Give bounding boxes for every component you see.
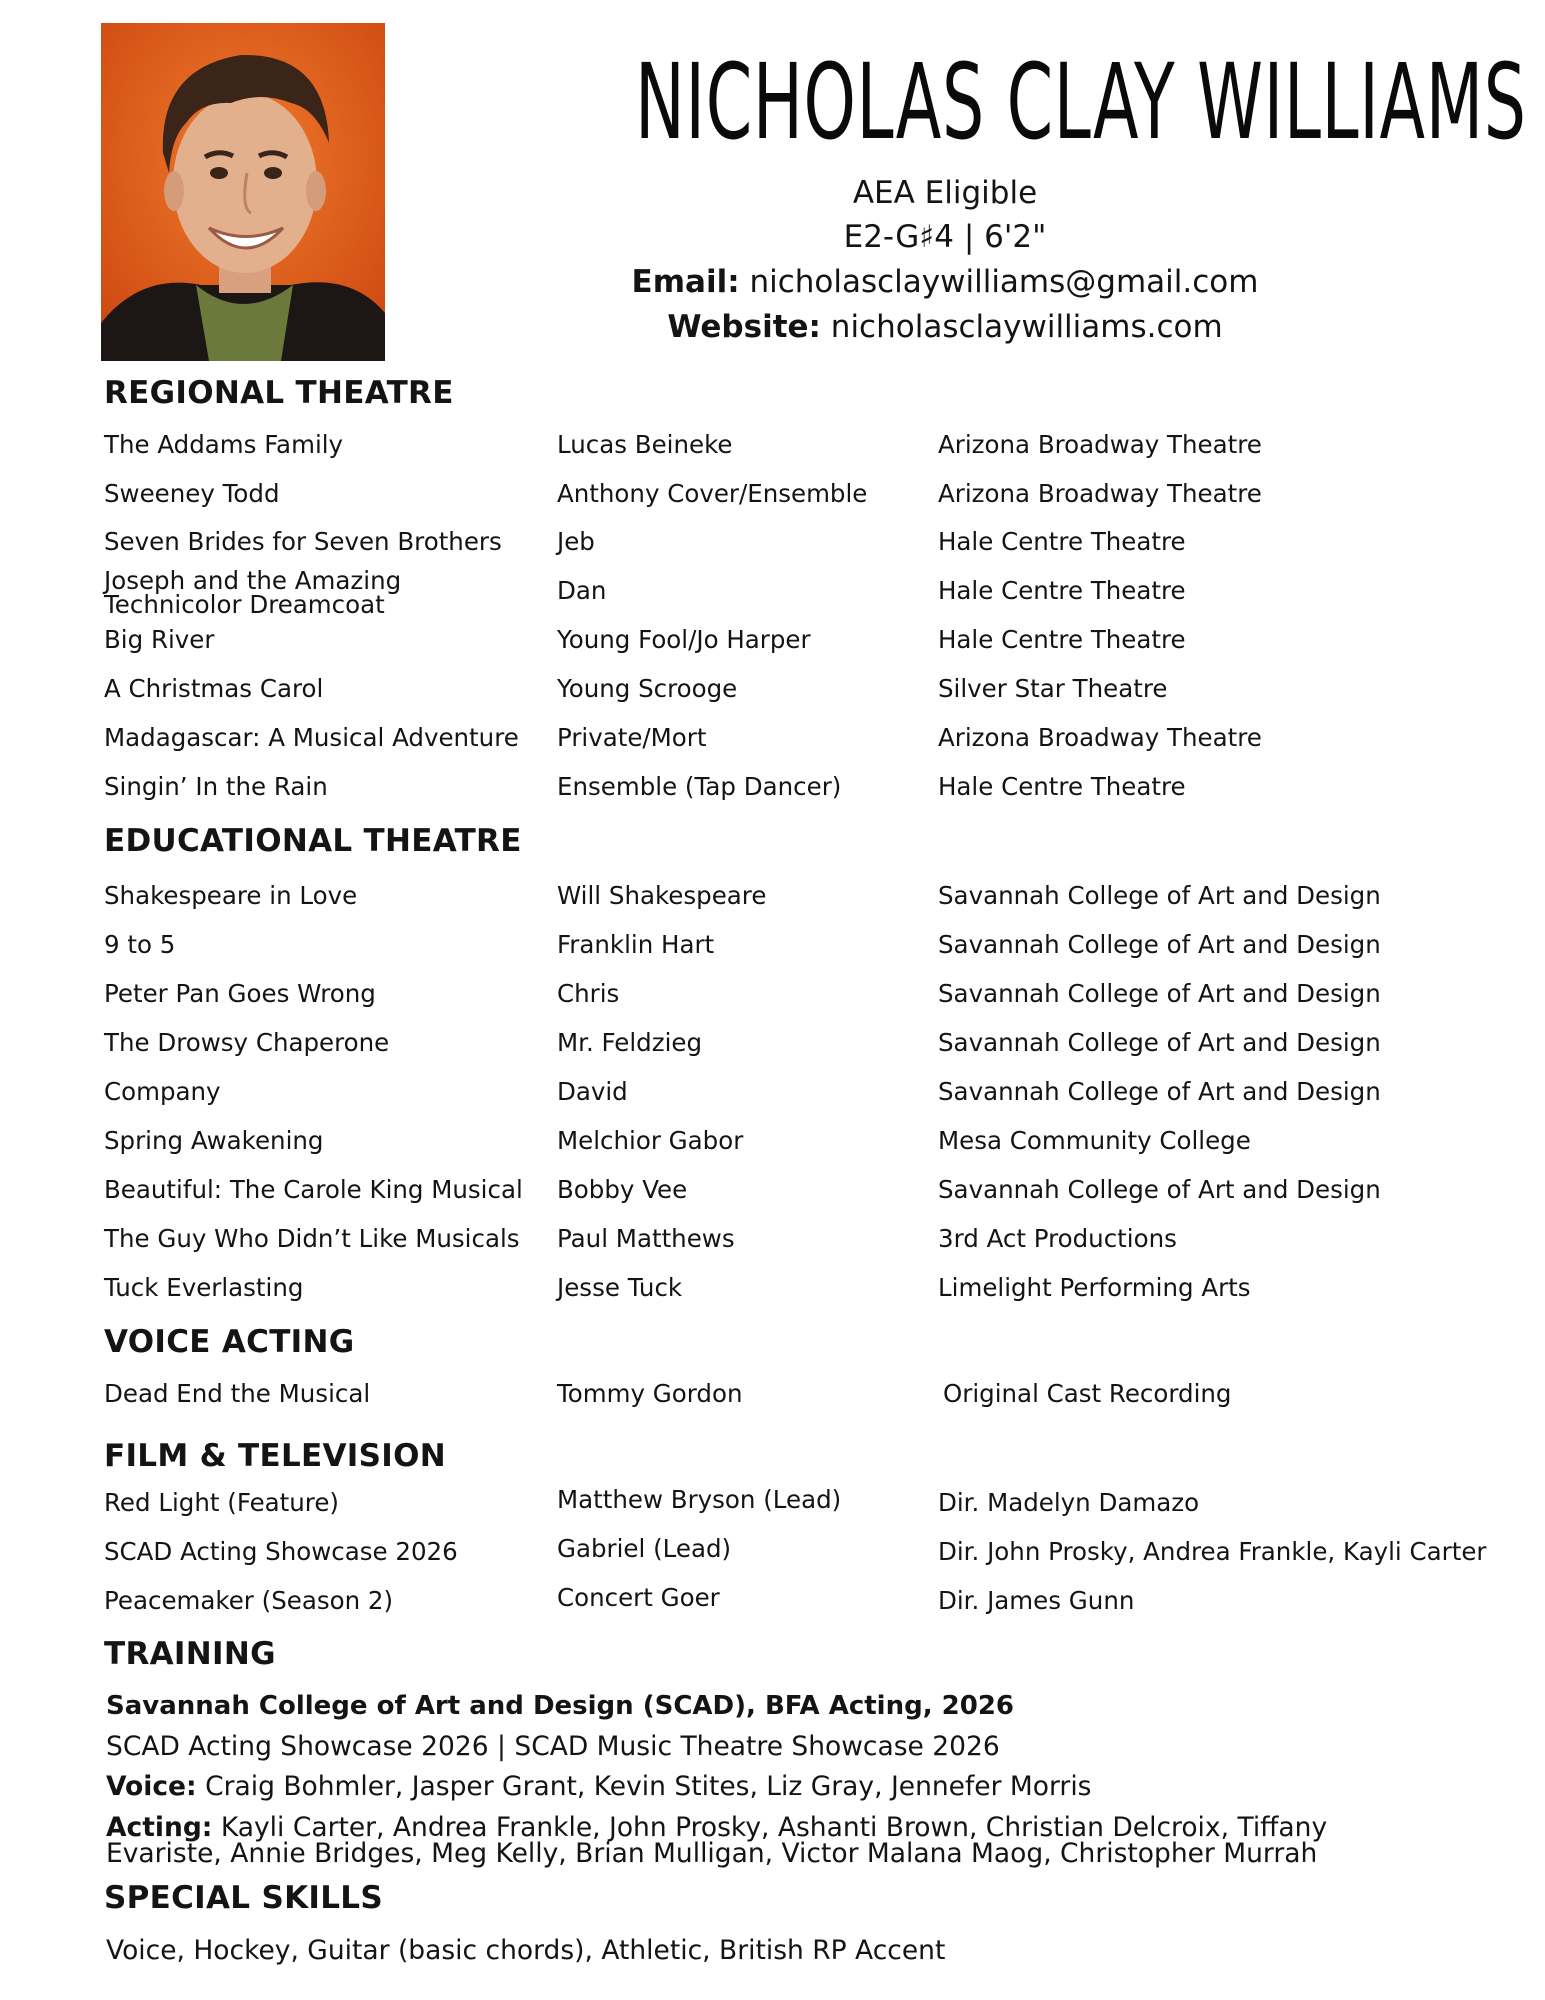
show-title: Sweeney Todd <box>104 479 280 508</box>
company: Original Cast Recording <box>943 1379 1232 1408</box>
company: 3rd Act Productions <box>938 1224 1177 1253</box>
show-title: Peter Pan Goes Wrong <box>104 979 376 1008</box>
website-label: Website: <box>667 309 821 345</box>
credit-row <box>0 1026 1545 1060</box>
role: Chris <box>557 979 620 1008</box>
show-title: Singin’ In the Rain <box>104 772 328 801</box>
credit-row <box>0 477 1545 511</box>
section-title-voice-acting: VOICE ACTING <box>104 1324 355 1360</box>
show-title: The Guy Who Didn’t Like Musicals <box>104 1224 520 1253</box>
show-title: Peacemaker (Season 2) <box>104 1586 394 1615</box>
show-title: Big River <box>104 625 215 654</box>
show-title: Spring Awakening <box>104 1126 324 1155</box>
section-title-training: TRAINING <box>104 1636 276 1672</box>
email-label: Email: <box>631 264 740 300</box>
credit-row <box>0 1271 1545 1305</box>
credit-row <box>0 1535 1545 1569</box>
role: Gabriel (Lead) <box>557 1534 732 1563</box>
credit-row <box>0 928 1545 962</box>
show-title: SCAD Acting Showcase 2026 <box>104 1537 458 1566</box>
show-title: Beautiful: The Carole King Musical <box>104 1175 523 1204</box>
role: Young Fool/Jo Harper <box>557 625 811 654</box>
company: Arizona Broadway Theatre <box>938 723 1262 752</box>
show-title: Red Light (Feature) <box>104 1488 339 1517</box>
credit-row <box>0 623 1545 657</box>
credit-row <box>0 721 1545 755</box>
credit-row <box>0 566 1545 619</box>
section-title-special-skills: SPECIAL SKILLS <box>104 1880 383 1916</box>
show-title: A Christmas Carol <box>104 674 324 703</box>
acting-teachers: Kayli Carter, Andrea Frankle, John Prosky, Ashanti Brown, Christian Delcroix, Tiffany Evariste, Annie Bridges, Meg Kelly, Brian Mulligan, Victor Malana Maog, Christopher Murrah <box>106 1812 1328 1869</box>
training-showcases: SCAD Acting Showcase 2026 | SCAD Music Theatre Showcase 2026 <box>106 1731 1000 1762</box>
show-title: Company <box>104 1077 221 1106</box>
section-title-film-tv: FILM & TELEVISION <box>104 1438 446 1474</box>
credit-row <box>0 1222 1545 1256</box>
company: Silver Star Theatre <box>938 674 1168 703</box>
show-title: The Drowsy Chaperone <box>104 1028 390 1057</box>
role: Jeb <box>557 527 595 556</box>
credit-row <box>0 525 1545 559</box>
credit-row <box>0 1377 1545 1411</box>
website-line <box>555 307 1335 347</box>
section-title-regional: REGIONAL THEATRE <box>104 375 454 411</box>
show-title: The Addams Family <box>104 430 344 459</box>
show-title: Dead End the Musical <box>104 1379 371 1408</box>
company: Arizona Broadway Theatre <box>938 479 1262 508</box>
credit-row <box>0 770 1545 804</box>
director: Dir. James Gunn <box>938 1586 1135 1615</box>
acting-label: Acting: <box>106 1812 213 1843</box>
company: Mesa Community College <box>938 1126 1251 1155</box>
show-title: 9 to 5 <box>104 930 176 959</box>
training-school: Savannah College of Art and Design (SCAD), BFA Acting, 2026 <box>106 1691 1014 1721</box>
special-skills-list: Voice, Hockey, Guitar (basic chords), Athletic, British RP Accent <box>106 1935 946 1966</box>
company: Hale Centre Theatre <box>938 527 1186 556</box>
credit-row <box>0 977 1545 1011</box>
role: Dan <box>557 576 607 605</box>
director: Dir. John Prosky, Andrea Frankle, Kayli Carter <box>938 1537 1487 1566</box>
website-url[interactable]: nicholasclaywilliams.com <box>830 309 1223 345</box>
role: Private/Mort <box>557 723 707 752</box>
company: Hale Centre Theatre <box>938 576 1186 605</box>
credit-row <box>0 1075 1545 1109</box>
credit-row <box>0 1584 1545 1618</box>
credit-row <box>0 428 1545 462</box>
role: Lucas Beineke <box>557 430 733 459</box>
credit-row <box>0 1486 1545 1520</box>
show-title: Shakespeare in Love <box>104 881 358 910</box>
role: Mr. Feldzieg <box>557 1028 703 1057</box>
director: Dir. Madelyn Damazo <box>938 1488 1200 1517</box>
section-title-educational: EDUCATIONAL THEATRE <box>104 823 522 859</box>
role: Anthony Cover/Ensemble <box>557 479 868 508</box>
company: Savannah College of Art and Design <box>938 1077 1381 1106</box>
voice-label: Voice: <box>106 1771 197 1802</box>
role: Franklin Hart <box>557 930 715 959</box>
role: Will Shakespeare <box>557 881 767 910</box>
company: Savannah College of Art and Design <box>938 1175 1381 1204</box>
role: Ensemble (Tap Dancer) <box>557 772 842 801</box>
company: Savannah College of Art and Design <box>938 930 1381 959</box>
company: Arizona Broadway Theatre <box>938 430 1262 459</box>
company: Hale Centre Theatre <box>938 772 1186 801</box>
credit-row <box>0 672 1545 706</box>
show-title: Madagascar: A Musical Adventure <box>104 723 519 752</box>
company: Limelight Performing Arts <box>938 1273 1251 1302</box>
role: Tommy Gordon <box>557 1379 743 1408</box>
role: Young Scrooge <box>557 674 738 703</box>
show-title: Joseph and the Amazing Technicolor Dreamcoat <box>104 566 402 619</box>
email-line <box>555 262 1335 302</box>
union-status: AEA Eligible <box>852 175 1038 211</box>
vocal-range-height: E2-G♯4 | 6'2" <box>843 219 1047 255</box>
training-voice <box>106 1771 1091 1803</box>
company: Savannah College of Art and Design <box>938 979 1381 1008</box>
role: Bobby Vee <box>557 1175 688 1204</box>
company: Savannah College of Art and Design <box>938 1028 1381 1057</box>
company: Hale Centre Theatre <box>938 625 1186 654</box>
company: Savannah College of Art and Design <box>938 881 1381 910</box>
email-address[interactable]: nicholasclaywilliams@gmail.com <box>749 264 1259 300</box>
role: Matthew Bryson (Lead) <box>557 1485 842 1514</box>
headshot-photo <box>101 23 385 361</box>
training-acting <box>106 1812 1406 1869</box>
role: Concert Goer <box>557 1583 720 1612</box>
show-title: Tuck Everlasting <box>104 1273 304 1302</box>
voice-teachers: Craig Bohmler, Jasper Grant, Kevin Stites, Liz Gray, Jennefer Morris <box>205 1771 1092 1802</box>
show-title: Seven Brides for Seven Brothers <box>104 527 502 556</box>
credit-row <box>0 1173 1545 1207</box>
role: Jesse Tuck <box>557 1273 683 1302</box>
role: David <box>557 1077 628 1106</box>
headshot-illustration <box>101 23 385 361</box>
role: Melchior Gabor <box>557 1126 744 1155</box>
credit-row <box>0 879 1545 913</box>
role: Paul Matthews <box>557 1224 735 1253</box>
credit-row <box>0 1124 1545 1158</box>
actor-name: NICHOLAS CLAY WILLIAMS <box>635 41 1527 163</box>
